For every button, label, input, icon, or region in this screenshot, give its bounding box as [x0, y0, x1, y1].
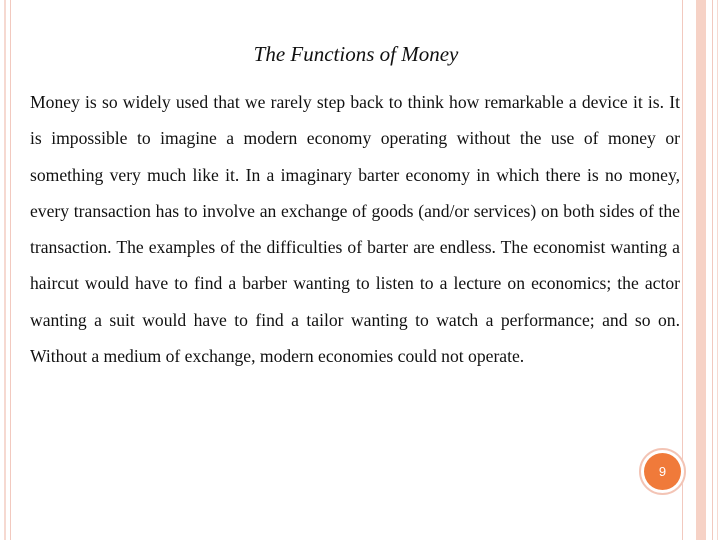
right-frame-border: [682, 0, 720, 540]
left-frame-border: [0, 0, 11, 540]
page-number-badge: [639, 448, 686, 495]
page-number: 9: [644, 453, 681, 490]
right-frame-line-outer: [717, 0, 718, 540]
slide-title: The Functions of Money: [253, 42, 459, 66]
slide-body-text: Money is so widely used that we rarely step back to think how remarkable a device it is. It is impossible to imagine a modern economy operating without the use of money or something very much like it. In a imaginary barter economy in which there is no money, every transaction has to involve an exchange of goods (and/or services) on both sides of the transaction. The examples of the difficulties of barter are endless. The economist wanting a haircut would have to find a barber wanting to listen to a lecture on economics; the actor wanting a suit would have to find a tailor wanting to watch a performance; and so on. Without a medium of exchange, modern economies could not operate.: [30, 92, 680, 367]
right-frame-line-middle: [712, 0, 713, 540]
right-frame-band: [696, 0, 706, 540]
